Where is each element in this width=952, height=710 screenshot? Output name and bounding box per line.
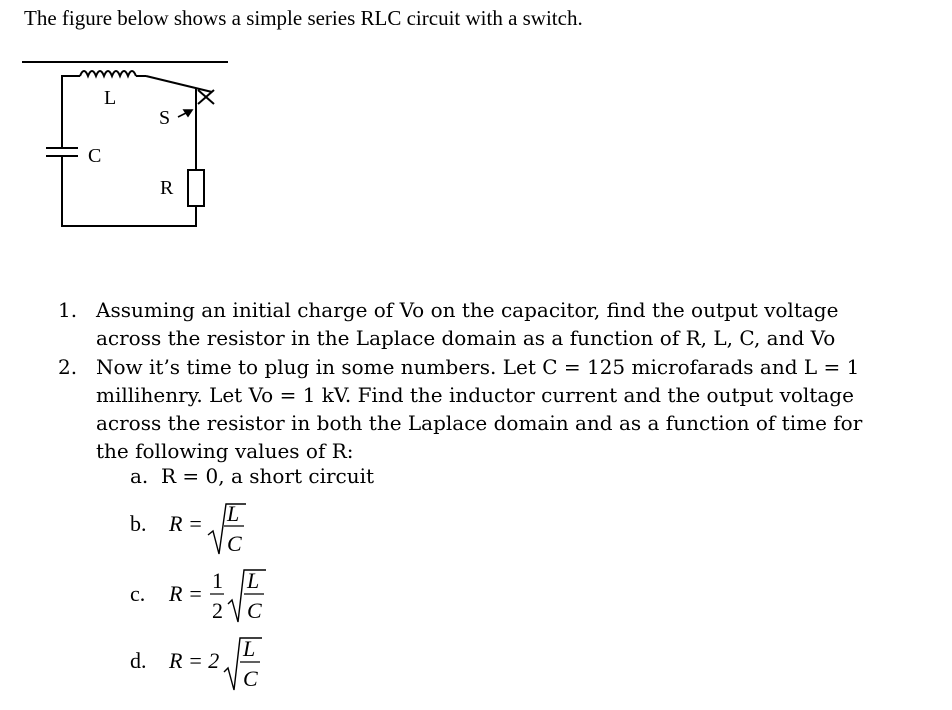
formula-b-lhs: R = xyxy=(169,511,203,536)
question-number: 1. xyxy=(58,298,78,322)
question-line: Assuming an initial charge of Vo on the capacitor, find the output voltage xyxy=(96,298,839,322)
formula-c-num: L xyxy=(247,568,260,593)
subitem-label: b. xyxy=(130,511,147,536)
intro-text: The figure below shows a simple series RLC circuit with a switch. xyxy=(24,6,583,30)
label-C: C xyxy=(88,145,102,167)
formula-d-num: L xyxy=(243,636,256,661)
subitem-label: d. xyxy=(130,648,147,673)
formula-c-den: C xyxy=(247,598,262,623)
formula-c-half-den: 2 xyxy=(212,598,223,623)
formula-d xyxy=(130,636,262,691)
formula-c-half-num: 1 xyxy=(212,568,223,593)
label-L: L xyxy=(104,87,117,109)
formula-c-lhs: R = xyxy=(169,581,203,606)
subitem-label: c. xyxy=(130,581,146,606)
label-S: S xyxy=(159,107,171,129)
formula-b-num: L xyxy=(227,501,240,526)
question-line: the following values of R: xyxy=(96,439,354,463)
question-line: across the resistor in both the Laplace domain and as a function of time for xyxy=(96,411,863,435)
formula-c xyxy=(130,568,266,623)
question-number: 2. xyxy=(58,355,78,379)
label-R: R xyxy=(160,177,174,199)
question-line: across the resistor in the Laplace domain as a function of R, L, C, and Vo xyxy=(96,326,836,350)
subitem-label: a. xyxy=(130,464,149,488)
formula-b xyxy=(130,501,246,556)
formula-b-den: C xyxy=(227,531,242,556)
formula-d-den: C xyxy=(243,666,258,691)
question-line: millihenry. Let Vo = 1 kV. Find the inductor current and the output voltage xyxy=(96,383,854,407)
subitem-text: R = 0, a short circuit xyxy=(161,464,375,488)
formula-d-lhs: R = 2 xyxy=(169,648,220,673)
question-line: Now it’s time to plug in some numbers. Let C = 125 microfarads and L = 1 xyxy=(96,355,860,379)
